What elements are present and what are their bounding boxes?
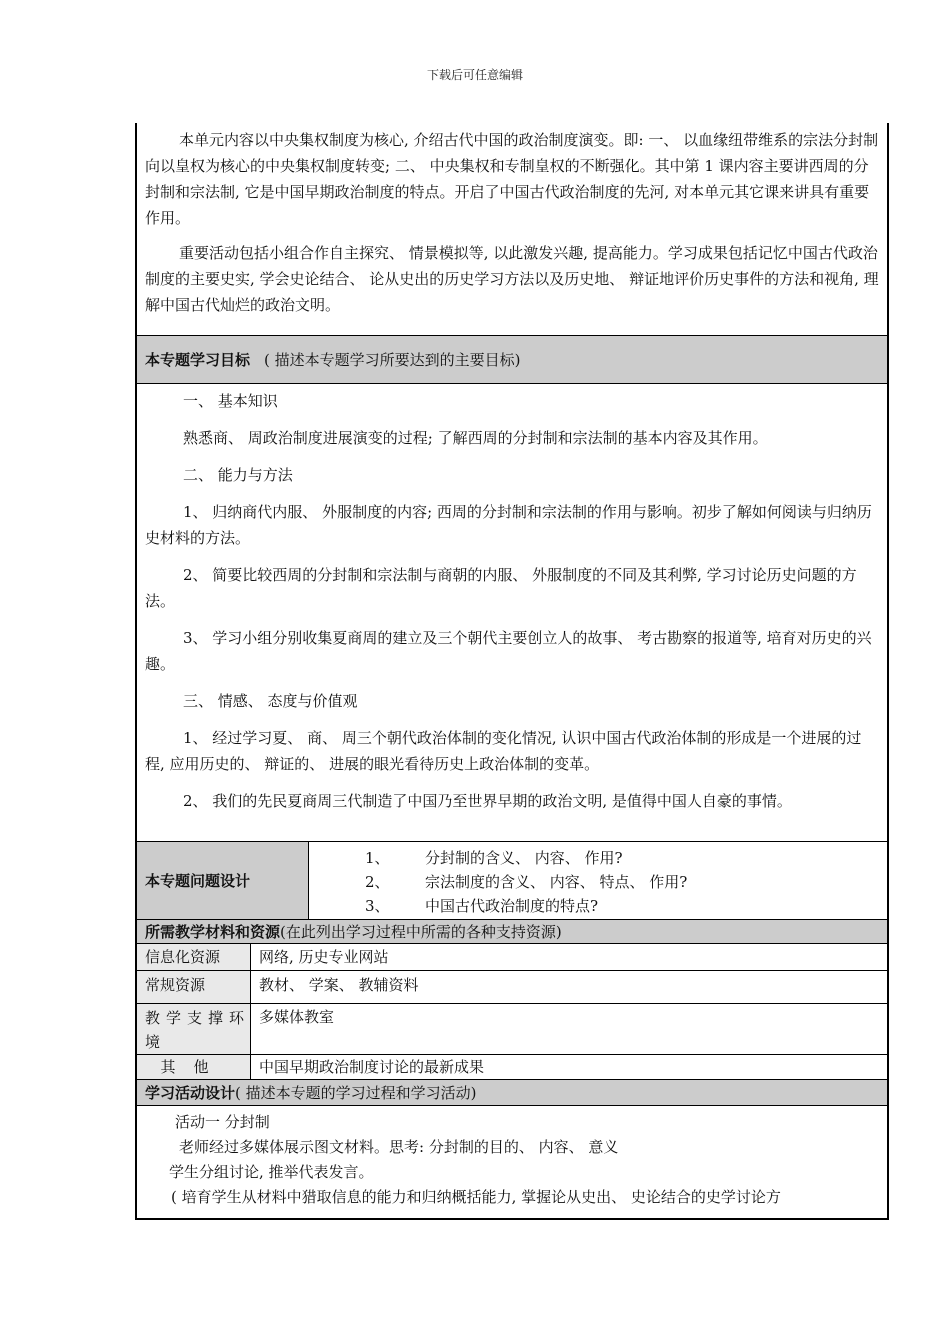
resource-label: 其他 — [137, 1055, 251, 1079]
question-text: 分封制的含义、 内容、 作用? — [425, 849, 623, 867]
intro-paragraph-2: 重要活动包括小组合作自主探究、 情景模拟等, 以此激发兴趣, 提高能力。学习成果包括记忆中国古代政治制度的主要史实, 学会史论结合、 论从史出的历史学习方法以及历史地、 辩证地评价历史事件的方法和视角, 理解中国古代灿烂的政治文明。 — [145, 244, 879, 314]
question-item — [365, 894, 887, 918]
resource-row — [137, 971, 887, 1004]
activity-header — [137, 1080, 887, 1106]
resource-value: 多媒体教室 — [259, 1008, 335, 1026]
resource-row — [137, 1055, 887, 1080]
activity-title: 学习活动设计 — [145, 1084, 236, 1102]
resource-label: 常规资源 — [137, 971, 251, 1003]
resource-value: 网络, 历史专业网站 — [259, 948, 389, 966]
goals-knowledge-text: 熟悉商、 周政治制度进展演变的过程; 了解西周的分封制和宗法制的基本内容及其作用。 — [183, 429, 768, 447]
questions-list — [309, 842, 887, 919]
goals-ability-1: 1、 归纳商代内服、 外服制度的内容; 西周的分封制和宗法制的作用与影响。初步了解如何阅读与归纳历史材料的方法。 — [145, 503, 872, 547]
goals-emotion-2: 2、 我们的先民夏商周三代制造了中国乃至世界早期的政治文明, 是值得中国人自豪的事情。 — [183, 792, 792, 810]
goals-heading-emotion: 三、 情感、 态度与价值观 — [183, 692, 358, 710]
activity-line-2: 老师经过多媒体展示图文材料。思考: 分封制的目的、 内容、 意义 — [179, 1138, 619, 1156]
goals-heading-knowledge: 一、 基本知识 — [183, 392, 278, 410]
goals-ability-3: 3、 学习小组分别收集夏商周的建立及三个朝代主要创立人的故事、 考古勘察的报道等, 培育对历史的兴趣。 — [145, 629, 872, 673]
question-number: 3、 — [365, 897, 390, 915]
question-text: 中国古代政治制度的特点? — [425, 897, 599, 915]
unit-intro-section — [137, 123, 887, 336]
question-item — [365, 870, 887, 894]
question-number: 2、 — [365, 873, 390, 891]
activity-line-3: 学生分组讨论, 推举代表发言。 — [169, 1163, 374, 1181]
questions-label: 本专题问题设计 — [137, 842, 309, 919]
question-number: 1、 — [365, 849, 390, 867]
header-note: 下载后可任意编辑 — [426, 68, 523, 82]
goals-title: 本专题学习目标 — [145, 351, 251, 369]
resource-row — [137, 944, 887, 971]
activity-line-4: ( 培育学生从材料中猎取信息的能力和归纳概括能力, 掌握论从史出、 史论结合的史学讨论方 — [171, 1188, 781, 1206]
resources-title: 所需教学材料和资源 — [145, 923, 281, 941]
goals-desc: ( 描述本专题学习所要达到的主要目标) — [264, 351, 521, 369]
question-text: 宗法制度的含义、 内容、 特点、 作用? — [425, 873, 688, 891]
resource-label: 教学支撑环境 — [137, 1004, 251, 1054]
resources-desc: (在此列出学习过程中所需的各种支持资源) — [280, 923, 562, 941]
activity-desc: ( 描述本专题的学习过程和学习活动) — [235, 1084, 477, 1102]
resource-label: 信息化资源 — [137, 944, 251, 970]
goals-heading-ability: 二、 能力与方法 — [183, 466, 293, 484]
resource-row — [137, 1004, 887, 1055]
question-item — [365, 846, 887, 870]
resource-value: 中国早期政治制度讨论的最新成果 — [259, 1058, 485, 1076]
questions-row — [137, 842, 887, 920]
resources-header — [137, 920, 887, 944]
goals-header — [137, 336, 887, 384]
resource-value: 教材、 学案、 教辅资料 — [259, 976, 419, 994]
goals-ability-2: 2、 简要比较西周的分封制和宗法制与商朝的内服、 外服制度的不同及其利弊, 学习讨论历史问题的方法。 — [145, 566, 857, 610]
lesson-plan-table — [135, 123, 889, 1220]
goals-emotion-1: 1、 经过学习夏、 商、 周三个朝代政治体制的变化情况, 认识中国古代政治体制的形成是一个进展的过程, 应用历史的、 辩证的、 进展的眼光看待历史上政治体制的变革。 — [145, 729, 862, 773]
activity-line-1: 活动一 分封制 — [175, 1113, 270, 1131]
activity-section — [137, 1106, 887, 1218]
goals-section — [137, 384, 887, 842]
intro-paragraph-1: 本单元内容以中央集权制度为核心, 介绍古代中国的政治制度演变。即: 一、 以血缘纽带维系的宗法分封制向以皇权为核心的中央集权制度转变; 二、 中央集权和专制皇权的不断强化。其中第 1 课内容主要讲西周的分封制和宗法制, 它是中国早期政治制度的特点。开启了中国古代政治制度的先河, 对本单元其它课来讲具有重要作用。 — [145, 131, 879, 227]
